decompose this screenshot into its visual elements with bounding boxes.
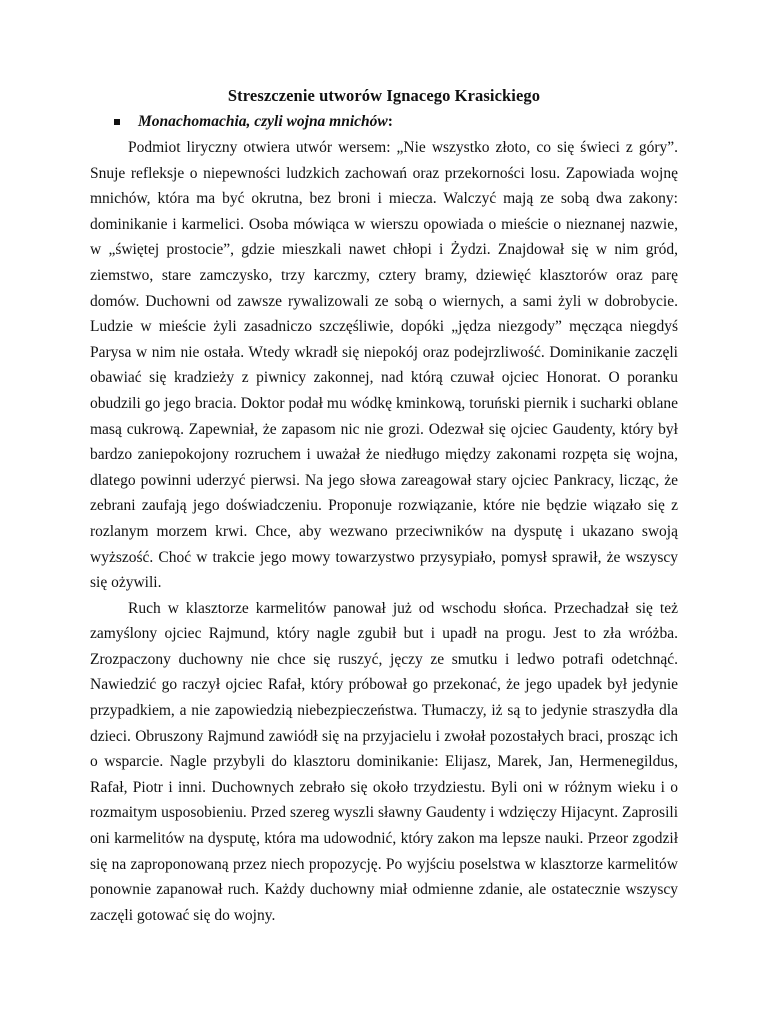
- section-title: Monachomachia, czyli wojna mnichów: [138, 113, 388, 130]
- square-bullet-icon: [114, 119, 120, 125]
- paragraph-1: Podmiot liryczny otwiera utwór wersem: „Nie wszystko złoto, co się świeci z góry”. Snuje refleksje o niepewności ludzkich zachowań oraz przekorności losu. Zapowiada wojnę mnichów, która ma być okrutna, bez broni i miecza. Walczyć mają ze sobą dwa zakony: dominikanie i karmelici. Osoba mówiąca w wierszu opowiada o mieście o nieznanej nazwie, w „świętej prostocie”, gdzie mieszkali nawet chłopi i Żydzi. Znajdował się w nim gród, ziemstwo, stare zamczysko, trzy karczmy, cztery bramy, dziewięć klasztorów oraz parę domów. Duchowni od zawsze rywalizowali ze sobą o wiernych, a sami żyli w dobrobycie. Ludzie w mieście żyli zasadniczo szczęśliwie, dopóki „jędza niezgody” męcząca niegdyś Parysa w nim nie ostała. Wtedy wkradł się niepokój oraz podejrzliwość. Dominikanie zaczęli obawiać się kradzieży z piwnicy zakonnej, nad którą czuwał ojciec Honorat. O poranku obudzili go jego bracia. Doktor podał mu wódkę kminkową, toruński piernik i sucharki oblane masą cukrową. Zapewniał, że zapasom nic nie grozi. Odezwał się ojciec Gaudenty, który był bardzo zaniepokojony rozruchem i uważał że niedługo między zakonami rozpęta się wojna, dlatego powinni uderzyć pierwsi. Na jego słowa zareagował stary ojciec Pankracy, licząc, że zebrani zaufają jego doświadczeniu. Proponuje rozwiązanie, które nie będzie wiązało się z rozlanym morzem krwi. Chce, aby wezwano przeciwników na dysputę i ukazano swoją wyższość. Choć w trakcie jego mowy towarzystwo przysypiało, pomysł sprawił, że wszyscy się ożywili.: [90, 139, 678, 592]
- section-heading: [90, 111, 678, 133]
- document-title: Streszczenie utworów Ignacego Krasickiego: [227, 86, 541, 105]
- section-title-colon: :: [387, 113, 393, 130]
- paragraph-2: Ruch w klasztorze karmelitów panował już od wschodu słońca. Przechadzał się też zamyślony ojciec Rajmund, który nagle zgubił but i upadł na progu. Jest to zła wróżba. Zrozpaczony duchowny nie chce się ruszyć, jęczy ze smutku i ledwo potrafi odetchnąć. Nawiedzić go raczył ojciec Rafał, który próbował go przekonać, że jego upadek był jedynie przypadkiem, a nie zapowiedzią niebezpieczeństwa. Tłumaczy, iż są to jedynie straszydła dla dzieci. Obruszony Rajmund zawiódł się na przyjacielu i zwołał pozostałych braci, prosząc ich o wsparcie. Nagle przybyli do klasztoru dominikanie: Elijasz, Marek, Jan, Hermenegildus, Rafał, Piotr i inni. Duchownych zebrało się około trzydziestu. Byli oni w różnym wieku i o rozmaitym usposobieniu. Przed szereg wyszli sławny Gaudenty i wdzięczy Hijacynt. Zaprosili oni karmelitów na dysputę, która ma udowodnić, który zakon ma lepsze nauki. Przeor zgodził się na zaproponowaną przez niech propozycję. Po wyjściu poselstwa w klasztorze karmelitów ponownie zapanował ruch. Każdy duchowny miał odmienne zdanie, ale ostatecznie wszyscy zaczęli gotować się do wojny.: [90, 599, 678, 924]
